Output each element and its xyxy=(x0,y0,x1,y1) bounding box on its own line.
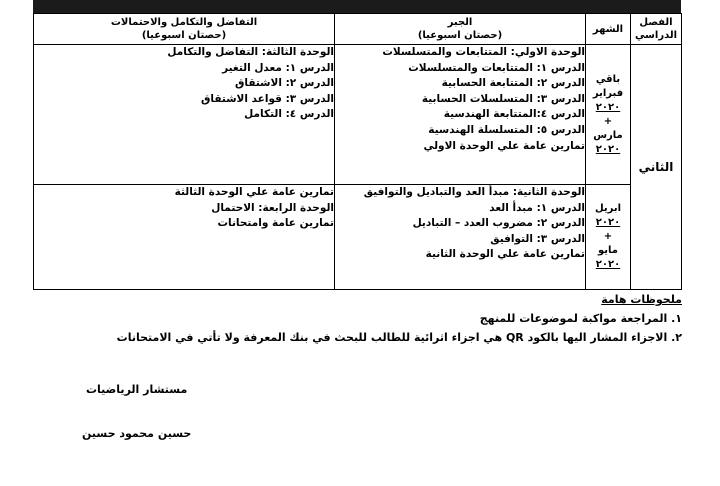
list-item: الدرس ٤:المتتابعة الهندسية xyxy=(443,108,585,121)
algebra-topics xyxy=(335,185,586,290)
list-item: تمارين عامة علي الوحدة الثالثة xyxy=(174,186,334,198)
list-item: الوحدة الرابعة: الاحتمال xyxy=(211,201,334,214)
header-semester: الفصل الدراسي xyxy=(631,14,682,45)
calculus-topics xyxy=(34,45,335,185)
list-item: الدرس ١: معدل التغير xyxy=(222,61,334,74)
semester-cell: الثاني xyxy=(631,45,682,290)
list-item: الدرس ٢: مضروب العدد – التباديل xyxy=(412,217,585,230)
list-item: الوحدة الثانية: مبدأ العد والتباديل والتوافيق xyxy=(363,186,585,198)
header-month: الشهر xyxy=(586,14,631,45)
table-row xyxy=(34,45,682,185)
list-item: الوحدة الثالثة: التفاضل والتكامل xyxy=(167,46,334,58)
notes-section xyxy=(42,290,682,347)
list-item: الدرس ٢: المتتابعة الحسابية xyxy=(441,77,585,90)
list-item: الدرس ٤: التكامل xyxy=(244,108,334,121)
list-item: تمارين عامة علي الوحدة الثانية xyxy=(425,248,585,261)
month-cell: باقي فبراير ٢٠٢٠ + مارس ٢٠٢٠ xyxy=(586,45,631,185)
table-header-row xyxy=(34,14,682,45)
list-item: الدرس ٣: المتسلسلات الحسابية xyxy=(421,92,585,105)
list-item: تمارين عامة وامتحانات xyxy=(217,217,334,230)
table-row xyxy=(34,185,682,290)
list-item: الدرس ٣: قواعد الاشتقاق xyxy=(201,92,334,105)
list-item: الدرس ٢: الاشتقاق xyxy=(235,77,334,90)
list-item: الدرس ١: مبدأ العد xyxy=(489,201,585,214)
signature-name: حسين محمود حسين xyxy=(82,427,192,440)
header-calculus: التفاضل والتكامل والاحتمالات (حصتان اسبوعيا) xyxy=(34,14,335,45)
header-algebra: الجبر (حصتان اسبوعيا) xyxy=(335,14,586,45)
month-cell: ابريل ٢٠٢٠ + مايو ٢٠٢٠ xyxy=(586,185,631,290)
algebra-topics xyxy=(335,45,586,185)
notes-title: ملحوظات هامة xyxy=(601,293,682,306)
list-item: الوحدة الاولي: المتتابعات والمتسلسلات xyxy=(382,46,585,58)
note-item: ٢. الاجزاء المشار اليها بالكود QR هي اجزاء اثرائية للطالب للبحث في بنك المعرفة ولا تأتي في الامتحانات xyxy=(116,331,682,344)
signature-role: مستشار الرياضيات xyxy=(86,383,188,396)
top-header-bar xyxy=(33,0,681,13)
list-item: الدرس ٣: التوافيق xyxy=(490,232,585,245)
list-item: الدرس ٥: المتسلسلة الهندسية xyxy=(428,123,585,136)
calculus-topics xyxy=(34,185,335,290)
note-item: ١. المراجعة مواكبة لموضوعات للمنهج xyxy=(479,312,682,325)
list-item: الدرس ١: المتتابعات والمتسلسلات xyxy=(408,61,585,74)
curriculum-table xyxy=(33,13,682,290)
list-item: تمارين عامة علي الوحدة الاولي xyxy=(423,139,585,152)
